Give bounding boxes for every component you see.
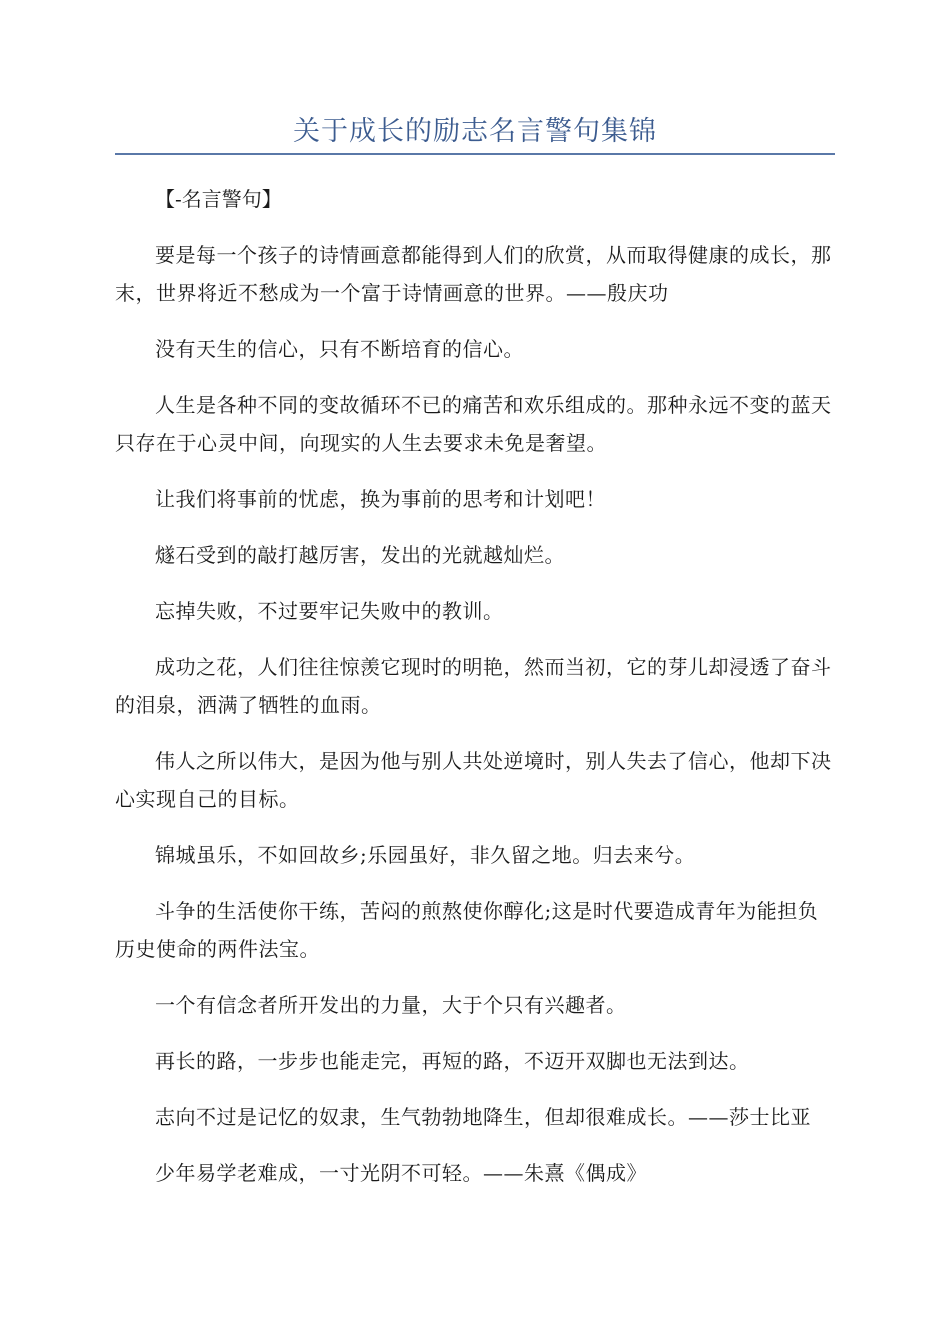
quote-paragraph: 没有天生的信心，只有不断培育的信心。 xyxy=(155,337,524,361)
quote-paragraph: 斗争的生活使你干练，苦闷的煎熬使你醇化;这是时代要造成青年为能担负历史使命的两件法宝。 xyxy=(115,899,819,961)
quote-paragraph: 人生是各种不同的变故循环不已的痛苦和欢乐组成的。那种永远不变的蓝天只存在于心灵中间，向现实的人生去要求未免是奢望。 xyxy=(115,393,832,455)
quote-paragraph: 忘掉失败，不过要牢记失败中的教训。 xyxy=(155,599,504,623)
title-underline xyxy=(115,153,835,155)
document-body xyxy=(115,180,835,1210)
quote-paragraph: 成功之花，人们往往惊羡它现时的明艳，然而当初，它的芽儿却浸透了奋斗的泪泉，洒满了牺牲的血雨。 xyxy=(115,655,832,717)
quote-paragraph: 要是每一个孩子的诗情画意都能得到人们的欣赏，从而取得健康的成长，那末，世界将近不愁成为一个富于诗情画意的世界。——殷庆功 xyxy=(115,243,832,305)
section-heading: 【-名言警句】 xyxy=(155,187,282,211)
quote-paragraph: 燧石受到的敲打越厉害，发出的光就越灿烂。 xyxy=(155,543,565,567)
quote-paragraph: 少年易学老难成，一寸光阴不可轻。——朱熹《偶成》 xyxy=(155,1161,647,1185)
quote-paragraph: 再长的路，一步步也能走完，再短的路，不迈开双脚也无法到达。 xyxy=(155,1049,750,1073)
quote-paragraph: 伟人之所以伟大，是因为他与别人共处逆境时，别人失去了信心，他却下决心实现自己的目标。 xyxy=(115,749,832,811)
quote-paragraph: 让我们将事前的忧虑，换为事前的思考和计划吧！ xyxy=(155,487,606,511)
quote-paragraph: 志向不过是记忆的奴隶，生气勃勃地降生，但却很难成长。——莎士比亚 xyxy=(155,1105,811,1129)
document-title: 关于成长的励志名言警句集锦 xyxy=(293,116,657,147)
quote-paragraph: 锦城虽乐，不如回故乡;乐园虽好，非久留之地。归去来兮。 xyxy=(155,843,696,867)
quote-paragraph: 一个有信念者所开发出的力量，大于个只有兴趣者。 xyxy=(155,993,627,1017)
